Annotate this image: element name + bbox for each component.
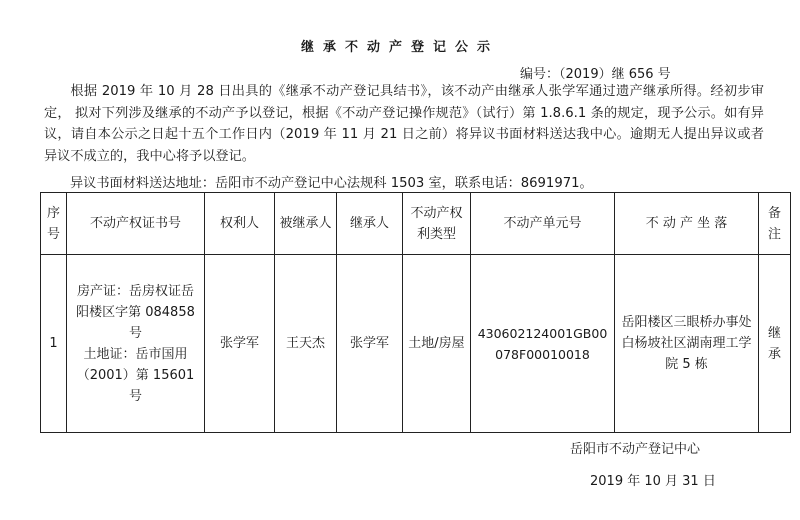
cell-cert [67,255,205,433]
table-row [41,255,791,433]
cell-seq: 1 [41,255,67,433]
cell-right-type: 土地/房屋 [403,255,471,433]
header-owner: 权利人 [205,193,275,255]
table-header-row [41,193,791,255]
header-seq: 序号 [41,193,67,255]
issue-date: 2019 年 10 月 31 日 [590,474,716,489]
cell-heir: 张学军 [337,255,403,433]
issuing-organization: 岳阳市不动产登记中心 [570,442,701,457]
cell-unit-no: 430602124001GB00078F00010018 [471,255,615,433]
header-right-type: 不动产权利类型 [403,193,471,255]
notice-title: 继承不动产登记公示 [300,40,499,55]
cell-remark: 继承 [759,255,791,433]
cert-land: 土地证：岳市国用（2001）第 15601 号 [76,346,195,404]
header-remark: 备注 [759,193,791,255]
header-decedent: 被继承人 [275,193,337,255]
property-table [40,192,791,433]
header-location: 不 动 产 坐 落 [615,193,759,255]
header-heir: 继承人 [337,193,403,255]
header-unit-no: 不动产单元号 [471,193,615,255]
header-cert: 不动产权证书号 [67,193,205,255]
cell-owner: 张学军 [205,255,275,433]
cert-house: 房产证：岳房权证岳阳楼区字第 084858 号 [76,283,195,341]
notice-body: 根据 2019 年 10 月 28 日出具的《继承不动产登记具结书》，该不动产由继承人张学军通过遗产继承所得。经初步审定， 拟对下列涉及继承的不动产予以登记，根据《不动产登记操作规范》（试行）第 1.8.6.1 条的规定，现予公示。如有异议，请自本公示之日起十五个工作日内（2019 年 11 月 21 日之前）将异议书面材料送达我中心。逾期无人提出异议或者异议不成立的，我中心将予以登记。 [44,84,764,164]
cell-decedent: 王天杰 [275,255,337,433]
reference-number: 编号：（2019）继 656 号 [520,67,671,82]
cell-location: 岳阳楼区三眼桥办事处白杨坡社区湖南理工学院 5 栋 [615,255,759,433]
objection-address: 异议书面材料送达地址：岳阳市不动产登记中心法规科 1503 室，联系电话：8691971。 [70,176,593,191]
